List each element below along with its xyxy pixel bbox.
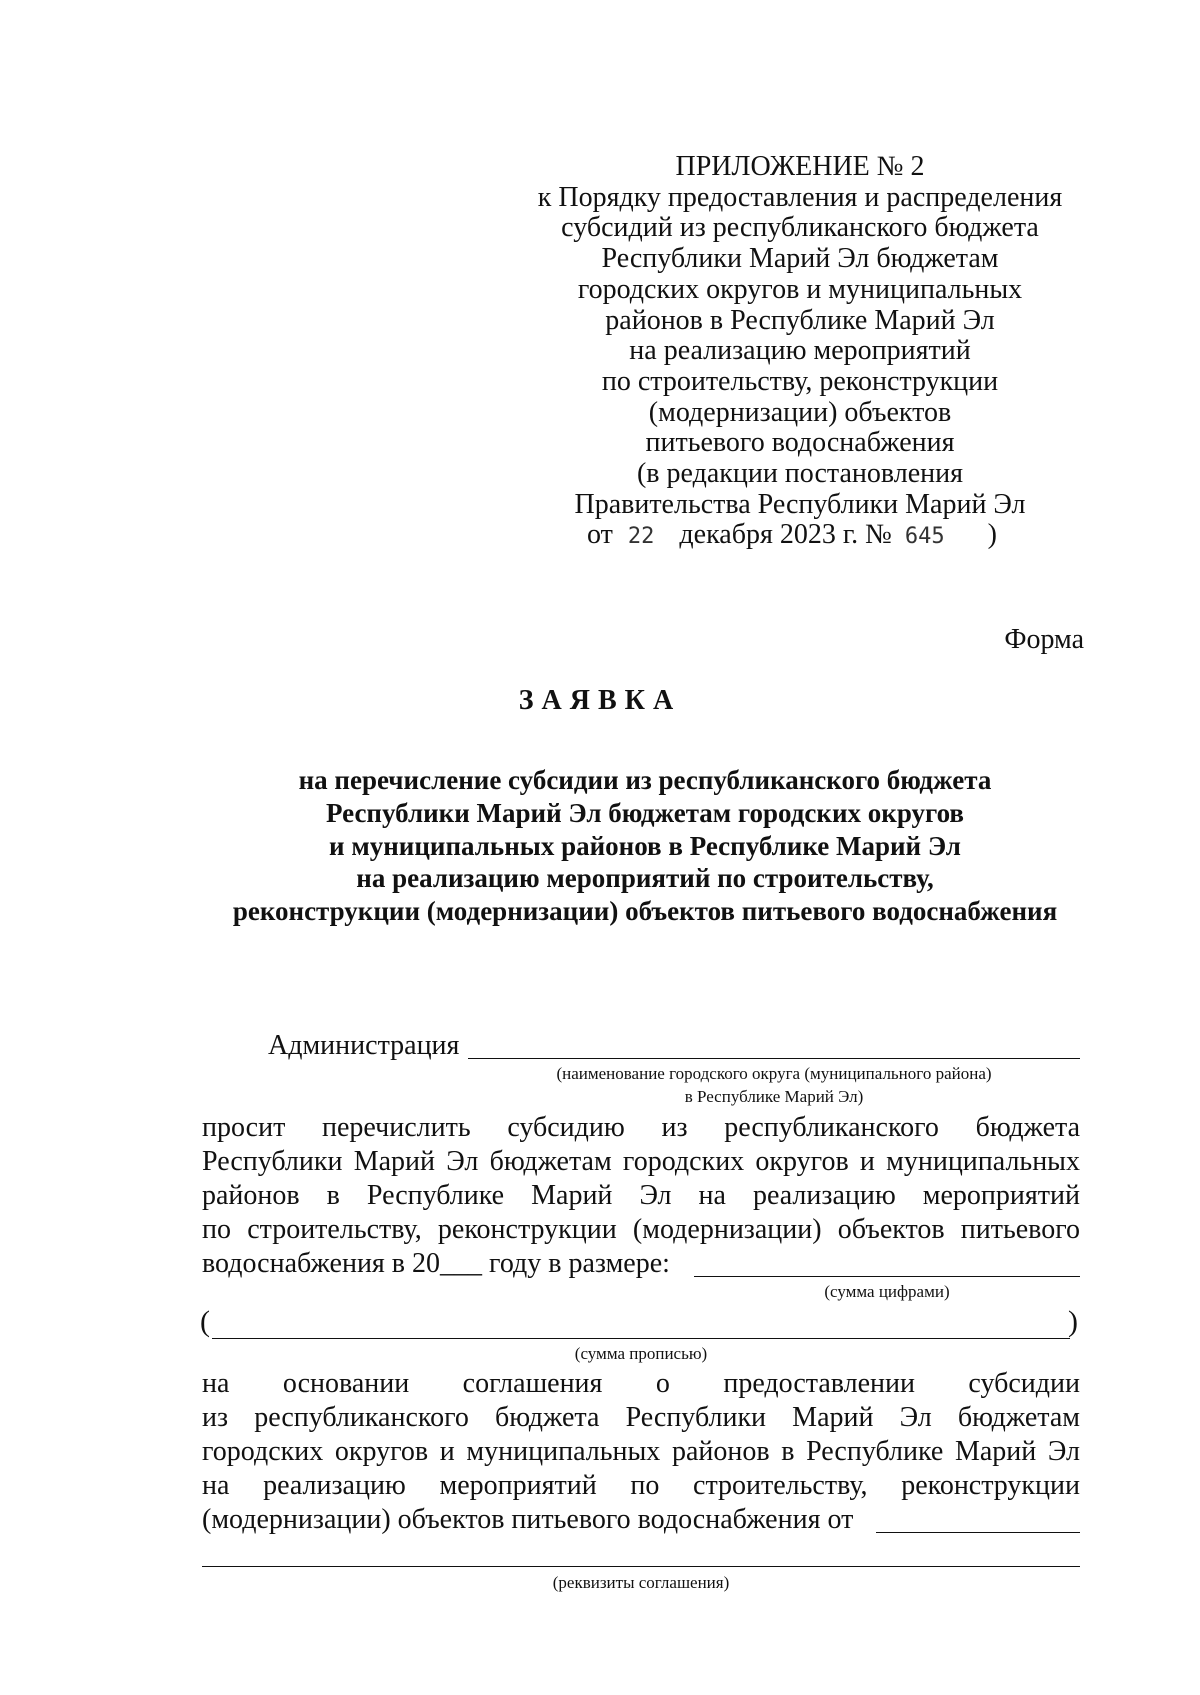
- appendix-line: к Порядку предоставления и распределения: [537, 181, 1063, 213]
- appendix-line: (модернизации) объектов: [648, 396, 952, 428]
- paragraph1-line: районов в Республике Марий Эл на реализацию мероприятий: [202, 1180, 1080, 1211]
- subtitle-line: на перечисление субсидии из республиканского бюджета: [298, 765, 992, 795]
- subtitle-line: реконструкции (модернизации) объектов питьевого водоснабжения: [232, 896, 1058, 927]
- paragraph2-line: городских округов и муниципальных районов в Республике Марий Эл: [202, 1436, 1080, 1467]
- appendix-line: Правительства Республики Марий Эл: [574, 488, 1026, 520]
- paragraph2-line: на основании соглашения о предоставлении субсидии: [202, 1368, 1080, 1399]
- agreement-caption: (реквизиты соглашения): [552, 1573, 730, 1592]
- agreement-date-field-line[interactable]: [876, 1532, 1080, 1533]
- decree-number: 645: [904, 524, 945, 550]
- appendix-line: ПРИЛОЖЕНИЕ № 2: [675, 151, 925, 182]
- appendix-line: городских округов и муниципальных: [577, 273, 1023, 305]
- admin-caption-line-1: (наименование городского округа (муниципального района): [556, 1064, 992, 1083]
- appendix-line: (в редакции постановления: [636, 458, 964, 490]
- paragraph2-line: из республиканского бюджета Республики Марий Эл бюджетам: [202, 1402, 1080, 1433]
- form-label: Форма: [1004, 624, 1084, 655]
- paragraph1-last-line: водоснабжения в 20___ году в размере:: [202, 1248, 670, 1279]
- sum-digits-field-line[interactable]: [694, 1276, 1080, 1277]
- sum-words-open-paren: (: [200, 1305, 210, 1338]
- appendix-block: [520, 152, 1080, 553]
- subtitle-line: и муниципальных районов в Республике Марий Эл: [329, 830, 961, 861]
- appendix-line: по строительству, реконструкции: [601, 365, 999, 397]
- sum-words-field-line[interactable]: [212, 1338, 1070, 1339]
- paragraph1-line: по строительству, реконструкции (модернизации) объектов питьевого: [202, 1214, 1080, 1245]
- date-prefix: от: [587, 519, 613, 551]
- paragraph2-last-line: (модернизации) объектов питьевого водоснабжения от: [202, 1504, 854, 1535]
- sum-words-close-paren: ): [1068, 1305, 1078, 1338]
- sum-digits-caption: (сумма цифрами): [824, 1282, 950, 1301]
- appendix-line: субсидий из республиканского бюджета: [561, 212, 1039, 244]
- appendix-line: районов в Республике Марий Эл: [605, 304, 995, 336]
- subtitle-line: Республики Марий Эл бюджетам городских округов: [326, 797, 964, 828]
- decree-month-year: декабря 2023 г. №: [679, 519, 892, 551]
- appendix-line: на реализацию мероприятий: [629, 335, 971, 367]
- document-subtitle: [0, 764, 1200, 928]
- admin-caption-line-2: в Республике Марий Эл): [684, 1087, 864, 1106]
- document-title: ЗАЯВКА: [518, 685, 682, 716]
- paragraph2-line: на реализацию мероприятий по строительству, реконструкции: [202, 1470, 1080, 1501]
- sum-words-caption: (сумма прописью): [574, 1344, 708, 1363]
- admin-name-field-line[interactable]: [468, 1058, 1080, 1059]
- appendix-date-line: [504, 520, 1080, 553]
- agreement-details-field-line[interactable]: [202, 1566, 1080, 1567]
- appendix-line: Республики Марий Эл бюджетам: [601, 243, 999, 275]
- decree-day: 22: [627, 524, 655, 550]
- subtitle-line: на реализацию мероприятий по строительству,: [356, 863, 934, 894]
- paragraph1-line: Республики Марий Эл бюджетам городских округов и муниципальных: [202, 1146, 1080, 1177]
- paragraph1-line: просит перечислить субсидию из республиканского бюджета: [202, 1112, 1080, 1143]
- admin-label: Администрация: [268, 1030, 460, 1061]
- date-close-paren: ): [987, 519, 997, 551]
- appendix-line: питьевого водоснабжения: [645, 427, 955, 459]
